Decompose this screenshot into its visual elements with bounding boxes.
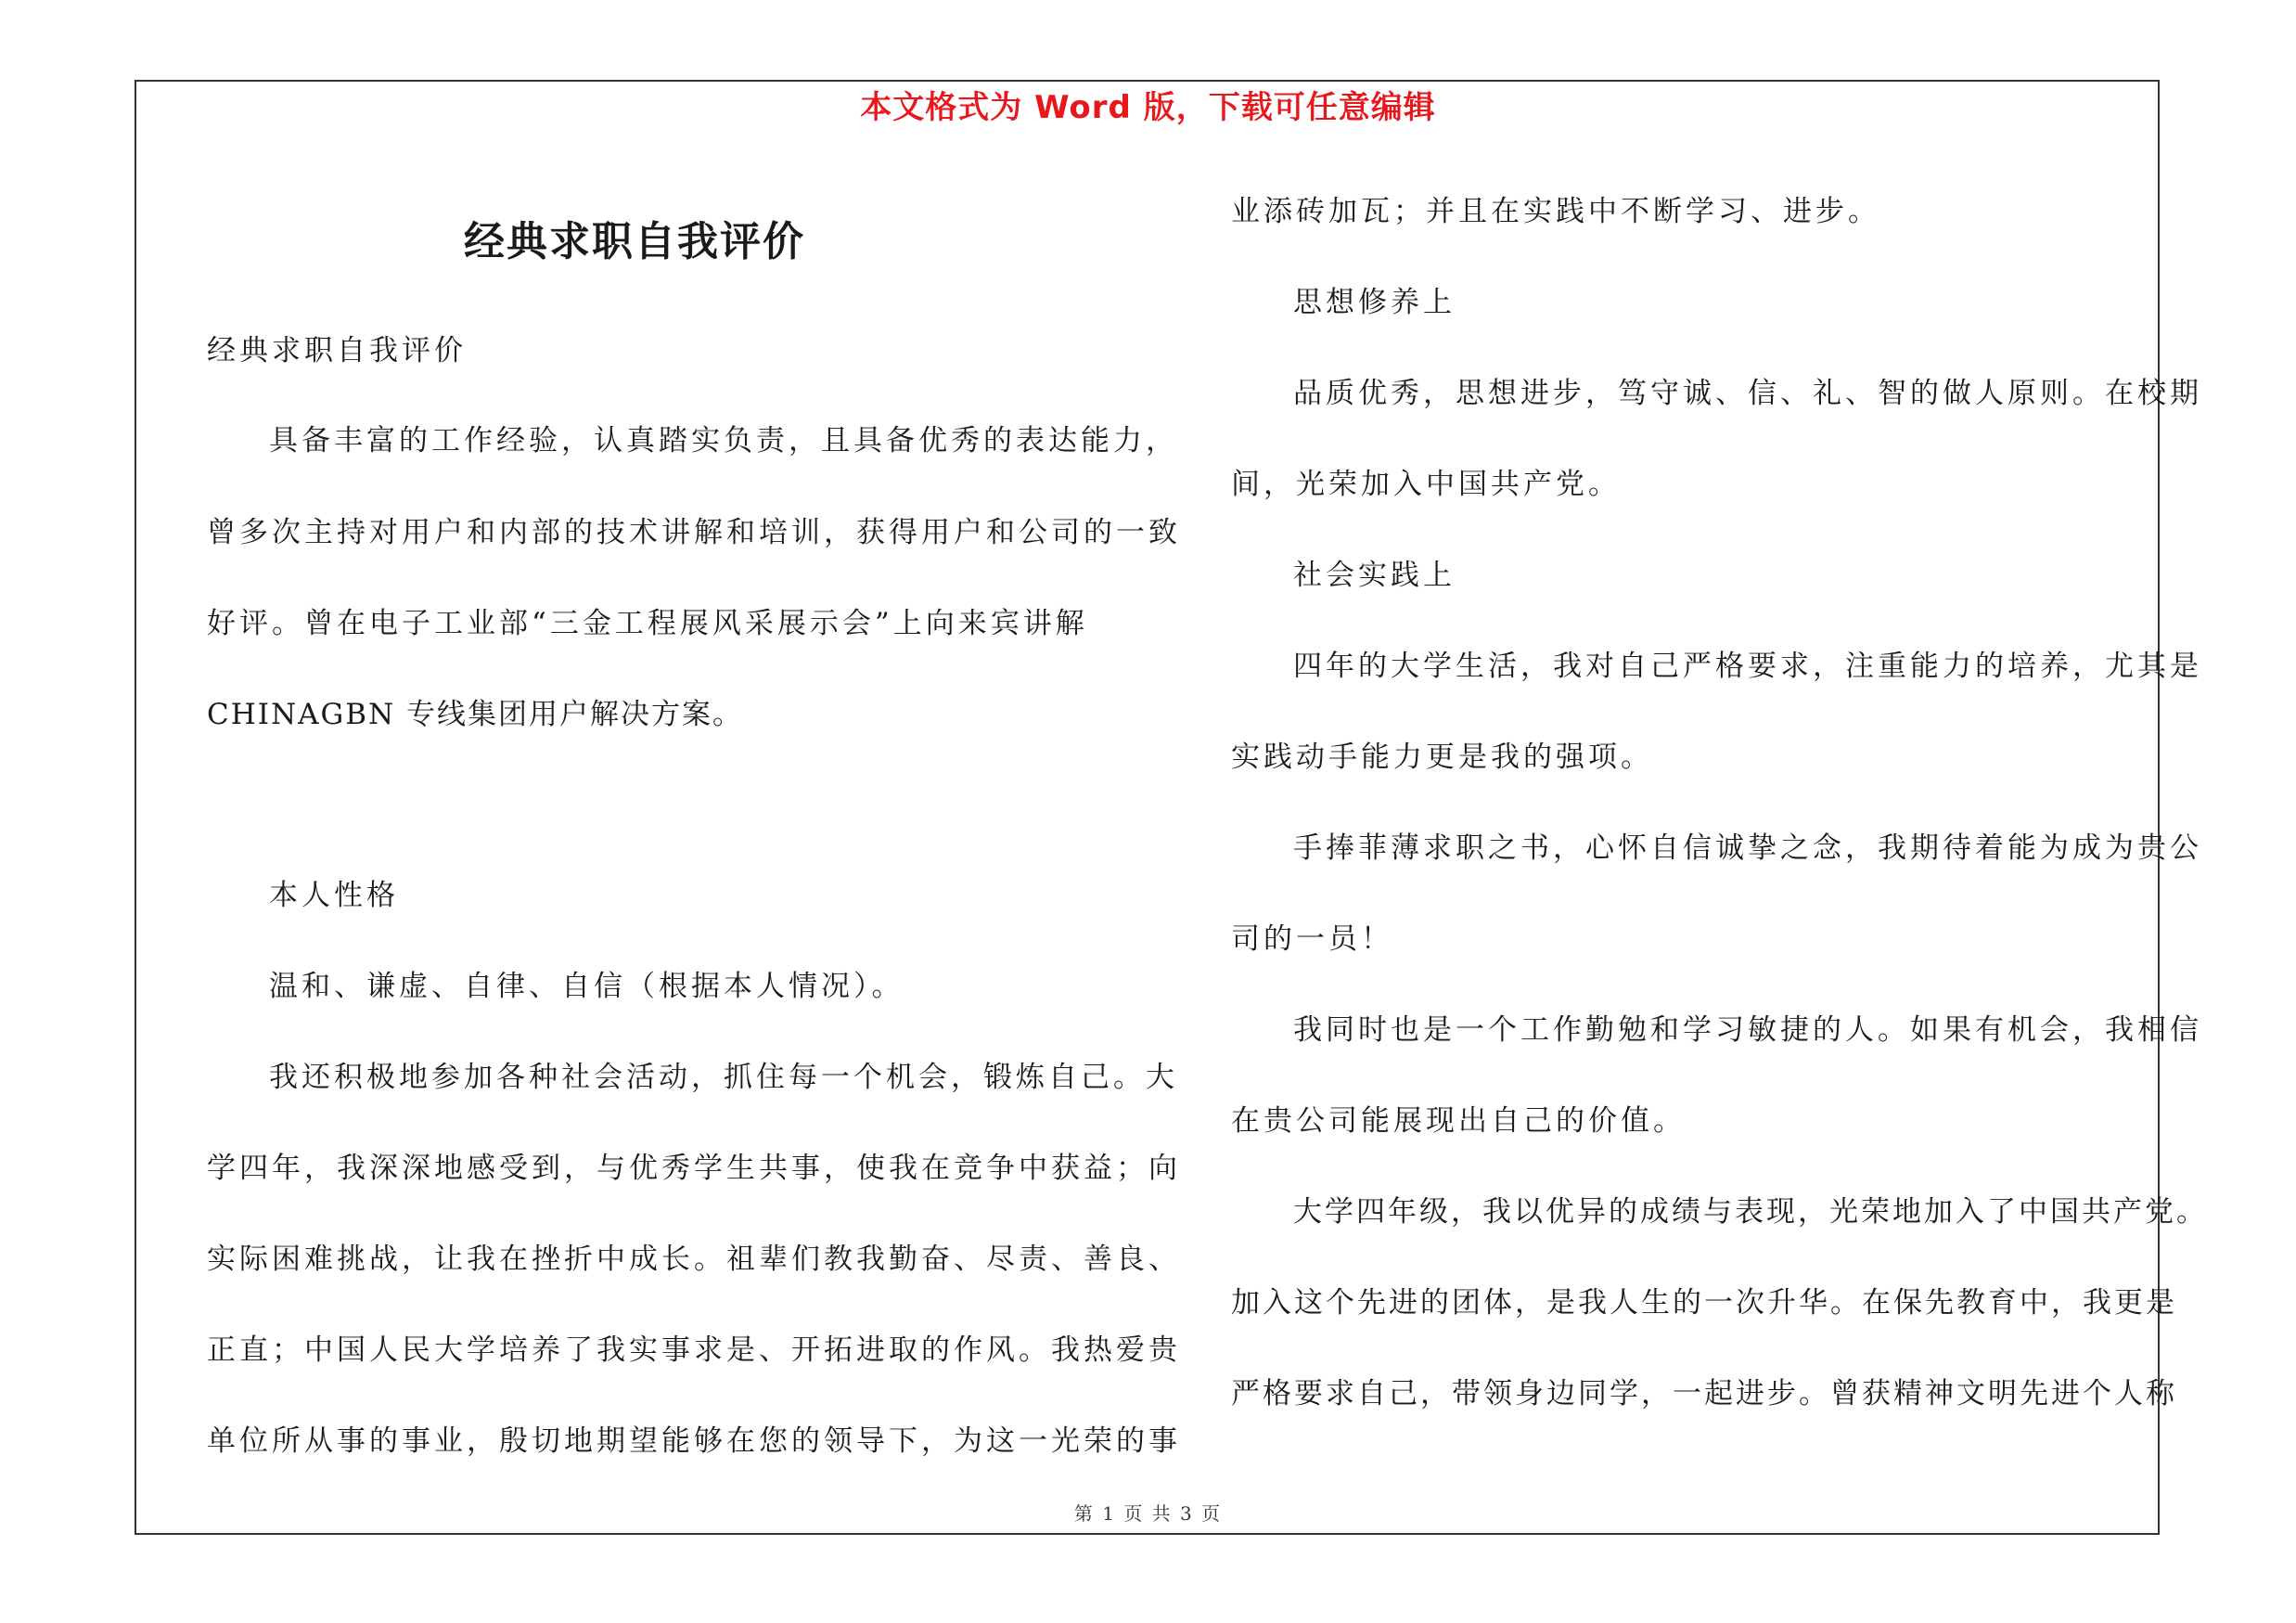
left-line: 经典求职自我评价 (207, 334, 467, 367)
format-banner: 本文格式为 Word 版，下载可任意编辑 (860, 89, 1436, 126)
left-line: 单位所从事的事业，殷切地期望能够在您的领导下，为这一光荣的事 (207, 1424, 1181, 1458)
left-line: 曾多次主持对用户和内部的技术讲解和培训，获得用户和公司的一致 (207, 516, 1181, 549)
page-number: 第 1 页 共 3 页 (1073, 1502, 1223, 1525)
right-line: 四年的大学生活，我对自己严格要求，注重能力的培养，尤其是 (1293, 650, 2202, 683)
left-line: 好评。曾在电子工业部“三金工程展风采展示会”上向来宾讲解 (207, 607, 1088, 640)
left-line: 正直；中国人民大学培养了我实事求是、开拓进取的作风。我热爱贵 (207, 1333, 1181, 1367)
right-line: 我同时也是一个工作勤勉和学习敏捷的人。如果有机会，我相信 (1293, 1013, 2202, 1047)
right-line: 实践动手能力更是我的强项。 (1231, 741, 1653, 774)
right-line: 大学四年级，我以优异的成绩与表现，光荣地加入了中国共产党。 (1293, 1195, 2208, 1229)
right-line: 手捧菲薄求职之书，心怀自信诚挚之念，我期待着能为成为贵公 (1293, 831, 2202, 865)
right-line: 间，光荣加入中国共产党。 (1231, 468, 1621, 501)
left-line: 我还积极地参加各种社会活动，抓住每一个机会，锻炼自己。大 (269, 1061, 1178, 1094)
right-line: 品质优秀，思想进步，笃守诚、信、礼、智的做人原则。在校期 (1293, 377, 2202, 410)
left-line: 温和、谦虚、自律、自信（根据本人情况）。 (269, 970, 904, 1003)
document-title: 经典求职自我评价 (464, 218, 805, 265)
right-line: 思想修养上 (1293, 286, 1456, 319)
left-line: CHINAGBN 专线集团用户解决方案。 (207, 698, 744, 731)
left-line: 具备丰富的工作经验，认真踏实负责，且具备优秀的表达能力， (269, 424, 1178, 457)
left-line: 本人性格 (269, 879, 399, 912)
right-line: 严格要求自己，带领身边同学，一起进步。曾获精神文明先进个人称 (1231, 1377, 2177, 1410)
right-line: 加入这个先进的团体，是我人生的一次升华。在保先教育中，我更是 (1231, 1286, 2177, 1320)
right-line: 司的一员！ (1231, 922, 1393, 956)
right-line: 社会实践上 (1293, 559, 1456, 592)
right-line: 在贵公司能展现出自己的价值。 (1231, 1104, 1686, 1138)
left-line: 实际困难挑战，让我在挫折中成长。祖辈们教我勤奋、尽责、善良、 (207, 1243, 1181, 1276)
right-line: 业添砖加瓦；并且在实践中不断学习、进步。 (1231, 195, 1880, 228)
left-line: 学四年，我深深地感受到，与优秀学生共事，使我在竞争中获益；向 (207, 1152, 1181, 1185)
